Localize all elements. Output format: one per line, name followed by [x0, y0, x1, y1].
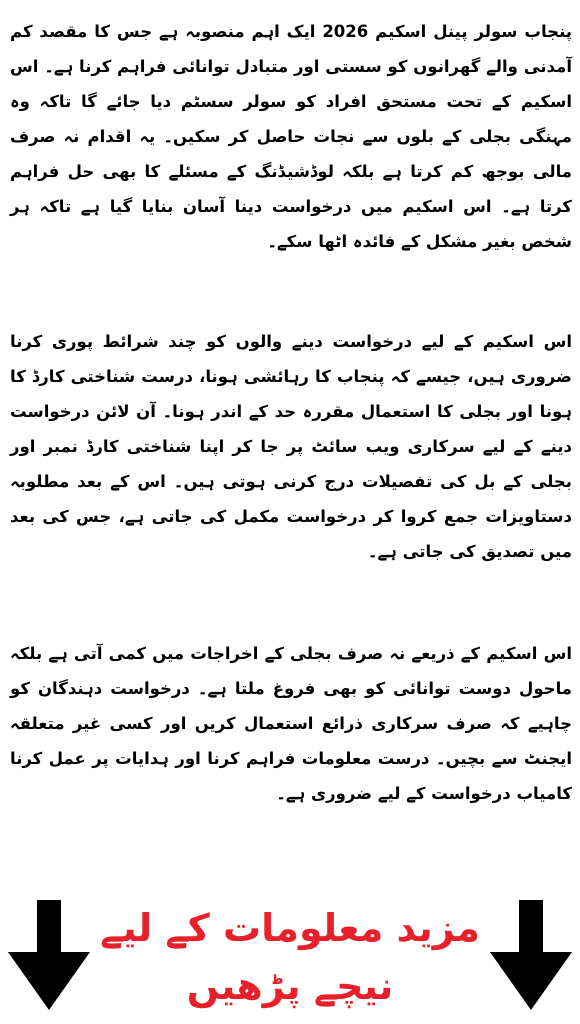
paragraph-intro: پنجاب سولر پینل اسکیم 2026 ایک اہم منصوبہ ہے جس کا مقصد کم آمدنی والے گھرانوں کو سستی اور متبادل توانائی فراہم کرنا ہے۔ اس اسکیم کے تحت مستحق افراد کو سولر سسٹم دیا جائے گا تاکہ وہ مہنگی بجلی کے بلوں سے نجات حاصل کر سکیں۔ یہ اقدام نہ صرف مالی بوجھ کم کرتا ہے بلکہ لوڈشیڈنگ کے مسئلے کا بھی حل فراہم کرتا ہے۔ اس اسکیم میں درخواست دینا آسان بنایا گیا ہے تاکہ ہر شخص بغیر مشکل کے فائدہ اٹھا سکے۔ — [10, 22, 573, 251]
read-more-banner — [0, 880, 580, 1024]
arrow-down-icon — [8, 900, 90, 1010]
arrow-down-icon — [490, 900, 572, 1010]
read-more-subheading: نیچے پڑھیں — [186, 964, 394, 1008]
paragraph-requirements: اس اسکیم کے لیے درخواست دینے والوں کو چند شرائط پوری کرنا ضروری ہیں، جیسے کہ پنجاب کا رہائشی ہونا، درست شناختی کارڈ کا ہونا اور بجلی کا استعمال مقررہ حد کے اندر ہونا۔ آن لائن درخواست دینے کے لیے سرکاری ویب سائٹ پر جا کر اپنا شناختی کارڈ نمبر اور بجلی کے بل کی تفصیلات درج کرنی ہوتی ہیں۔ اس کے بعد مطلوبہ دستاویزات جمع کروا کر درخواست مکمل کی جاتی ہے، جس کی بعد میں تصدیق کی جاتی ہے۔ — [10, 332, 572, 561]
paragraph-benefits: اس اسکیم کے ذریعے نہ صرف بجلی کے اخراجات میں کمی آتی ہے بلکہ ماحول دوست توانائی کو بھی فروغ ملتا ہے۔ درخواست دہندگان کو چاہیے کہ صرف سرکاری ذرائع استعمال کریں اور کسی غیر متعلقہ ایجنٹ سے بچیں۔ درست معلومات فراہم کرنا اور ہدایات پر عمل کرنا کامیاب درخواست کے لیے ضروری ہے۔ — [10, 644, 572, 803]
read-more-heading: مزید معلومات کے لیے — [100, 906, 480, 950]
